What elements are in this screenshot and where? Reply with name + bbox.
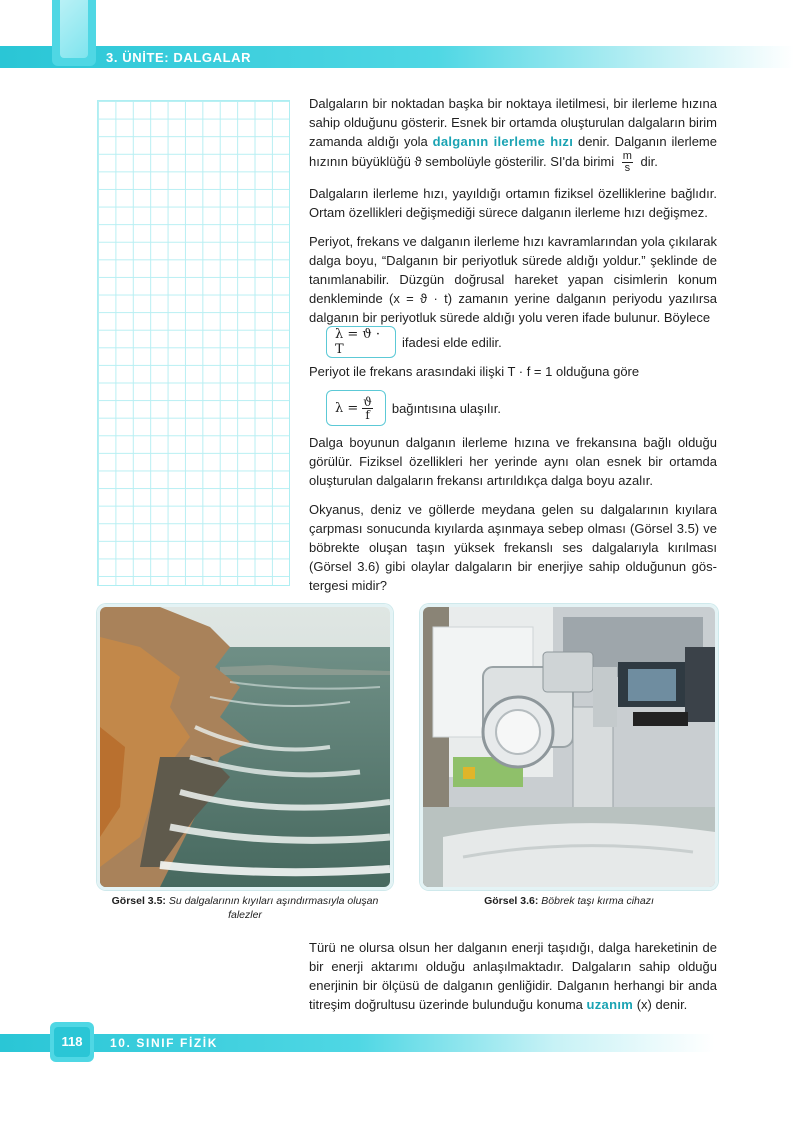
unit-fraction: [622, 151, 633, 174]
text-column-mid: [309, 433, 717, 595]
paragraph-5: Dalga boyunun dalganın ilerleme hızına ve frekansına bağlı olduğu görülür. Fiziksel özellikleri her yerinde aynı olan esnek bir ortamda oluşturulan dalgaların frekansı artırıldıkça dalga boyu azalır.: [309, 435, 717, 488]
caption-text-3-5: Su dalgalarının kıyıları aşındırmasıyla oluşan falezler: [168, 895, 379, 921]
caption-figure-3-6: [420, 894, 718, 908]
page-number-tab: [50, 1022, 94, 1062]
p7-text-a: Türü ne olursa olsun her dalganın enerji taşıdığı, dalga hareketinin de bir enerji aktarımı olduğu anlaşılmaktadır. Dalgaların sahip olduğu enerjinin bir ölçüsü de dalganın genliğidir. Dalganın herhangi bir anda titreşim doğrultusu üzerinde bulunduğu konuma: [309, 940, 717, 1012]
paragraph-3: Periyot, frekans ve dalganın ilerleme hızı kavramlarından yola çıkılarak dalga boyu, “Dalganın bir periyotluk sürede aldığı yoldur.” şeklinde de tanımlanabilir. Düzgün doğrusal hareket yapan cisimlerin konum denkleminde (x = ϑ · t) zamanın yerine dalganın periyodu yazılırsa dalganın bir periyotluk sürede aldığı yolu veren ifade bulunur. Böylece: [309, 234, 717, 325]
formula-row-2: [326, 390, 501, 426]
notes-grid: [97, 100, 290, 586]
p1-text-c: dir.: [636, 153, 658, 169]
formula-2-fraction: [362, 396, 373, 421]
p1-text-b: denir. Dalganın ilerleme hızının büyüklüğü ϑ sembolüyle gösterilir. SI'da birimi: [309, 134, 717, 169]
paragraph-1: [309, 94, 717, 174]
term-displacement: uzanım: [586, 997, 634, 1012]
formula-2-numerator: ϑ: [363, 394, 372, 409]
formula-wavelength-period: λ = ϑ · T: [335, 327, 380, 357]
paragraph-6: Okyanus, deniz ve göllerde meydana gelen su dalgalarının kıyılara çarpması sonucunda kıyılarda aşınmaya sebep olması (Görsel 3.5) ve böbrekte oluşan taşın yüksek frekanslı ses dalgalarıyla kırılması (Görsel 3.6) gibi olaylar dalgaların bir enerjiye sahip olduğunun göstergesi midir?: [309, 502, 717, 593]
lithotripter-illustration: [423, 607, 715, 887]
photo-lithotripter: [420, 604, 718, 890]
book-title: 10. SINIF FİZİK: [110, 1036, 219, 1050]
text-period-frequency: [309, 362, 717, 381]
formula-1-note: ifadesi elde edilir.: [402, 334, 502, 350]
header-tab: [52, 0, 96, 66]
caption-label-3-5: Görsel 3.5:: [111, 895, 166, 907]
formula-box-2: [326, 390, 386, 426]
formula-2-lhs: λ =: [335, 400, 359, 416]
p7-text-b: (x) denir.: [633, 997, 688, 1012]
cliffs-illustration: [100, 607, 390, 887]
caption-text-3-6: Böbrek taşı kırma cihazı: [541, 895, 654, 907]
unit-numerator: m: [622, 150, 632, 162]
p1-text-a: Dalgaların bir noktadan başka bir noktaya iletilmesi, bir ilerleme hızına sahip olduğunu gösterir. Esnek bir ortamda oluşturulan dalgaların birim zamanda aldığı yola: [309, 96, 717, 149]
unit-title: 3. ÜNİTE: DALGALAR: [106, 50, 252, 65]
caption-label-3-6: Görsel 3.6:: [484, 895, 539, 907]
paragraph-7: [309, 938, 717, 1014]
text-column-bottom: [309, 938, 717, 1014]
paragraph-2: Dalgaların ilerleme hızı, yayıldığı ortamın fiziksel özelliklerine bağlıdır. Ortam özellikleri değişmediği sürece dalganın ilerleme hızı değişmez.: [309, 186, 717, 220]
paragraph-4: Periyot ile frekans arasındaki ilişki T · f = 1 olduğuna göre: [309, 364, 640, 379]
header-tab-fold: [60, 0, 88, 58]
page-number: 118: [54, 1027, 90, 1057]
formula-2-denominator: f: [365, 407, 370, 422]
formula-row-1: [326, 326, 502, 358]
text-column-top: [309, 94, 717, 327]
photo-cliffs: [97, 604, 393, 890]
unit-denominator: s: [624, 162, 631, 174]
term-wave-speed: dalganın ilerleme hızı: [432, 134, 574, 149]
caption-figure-3-5: [97, 894, 393, 922]
formula-box-1: [326, 326, 396, 358]
formula-2-note: bağıntısına ulaşılır.: [391, 400, 501, 416]
